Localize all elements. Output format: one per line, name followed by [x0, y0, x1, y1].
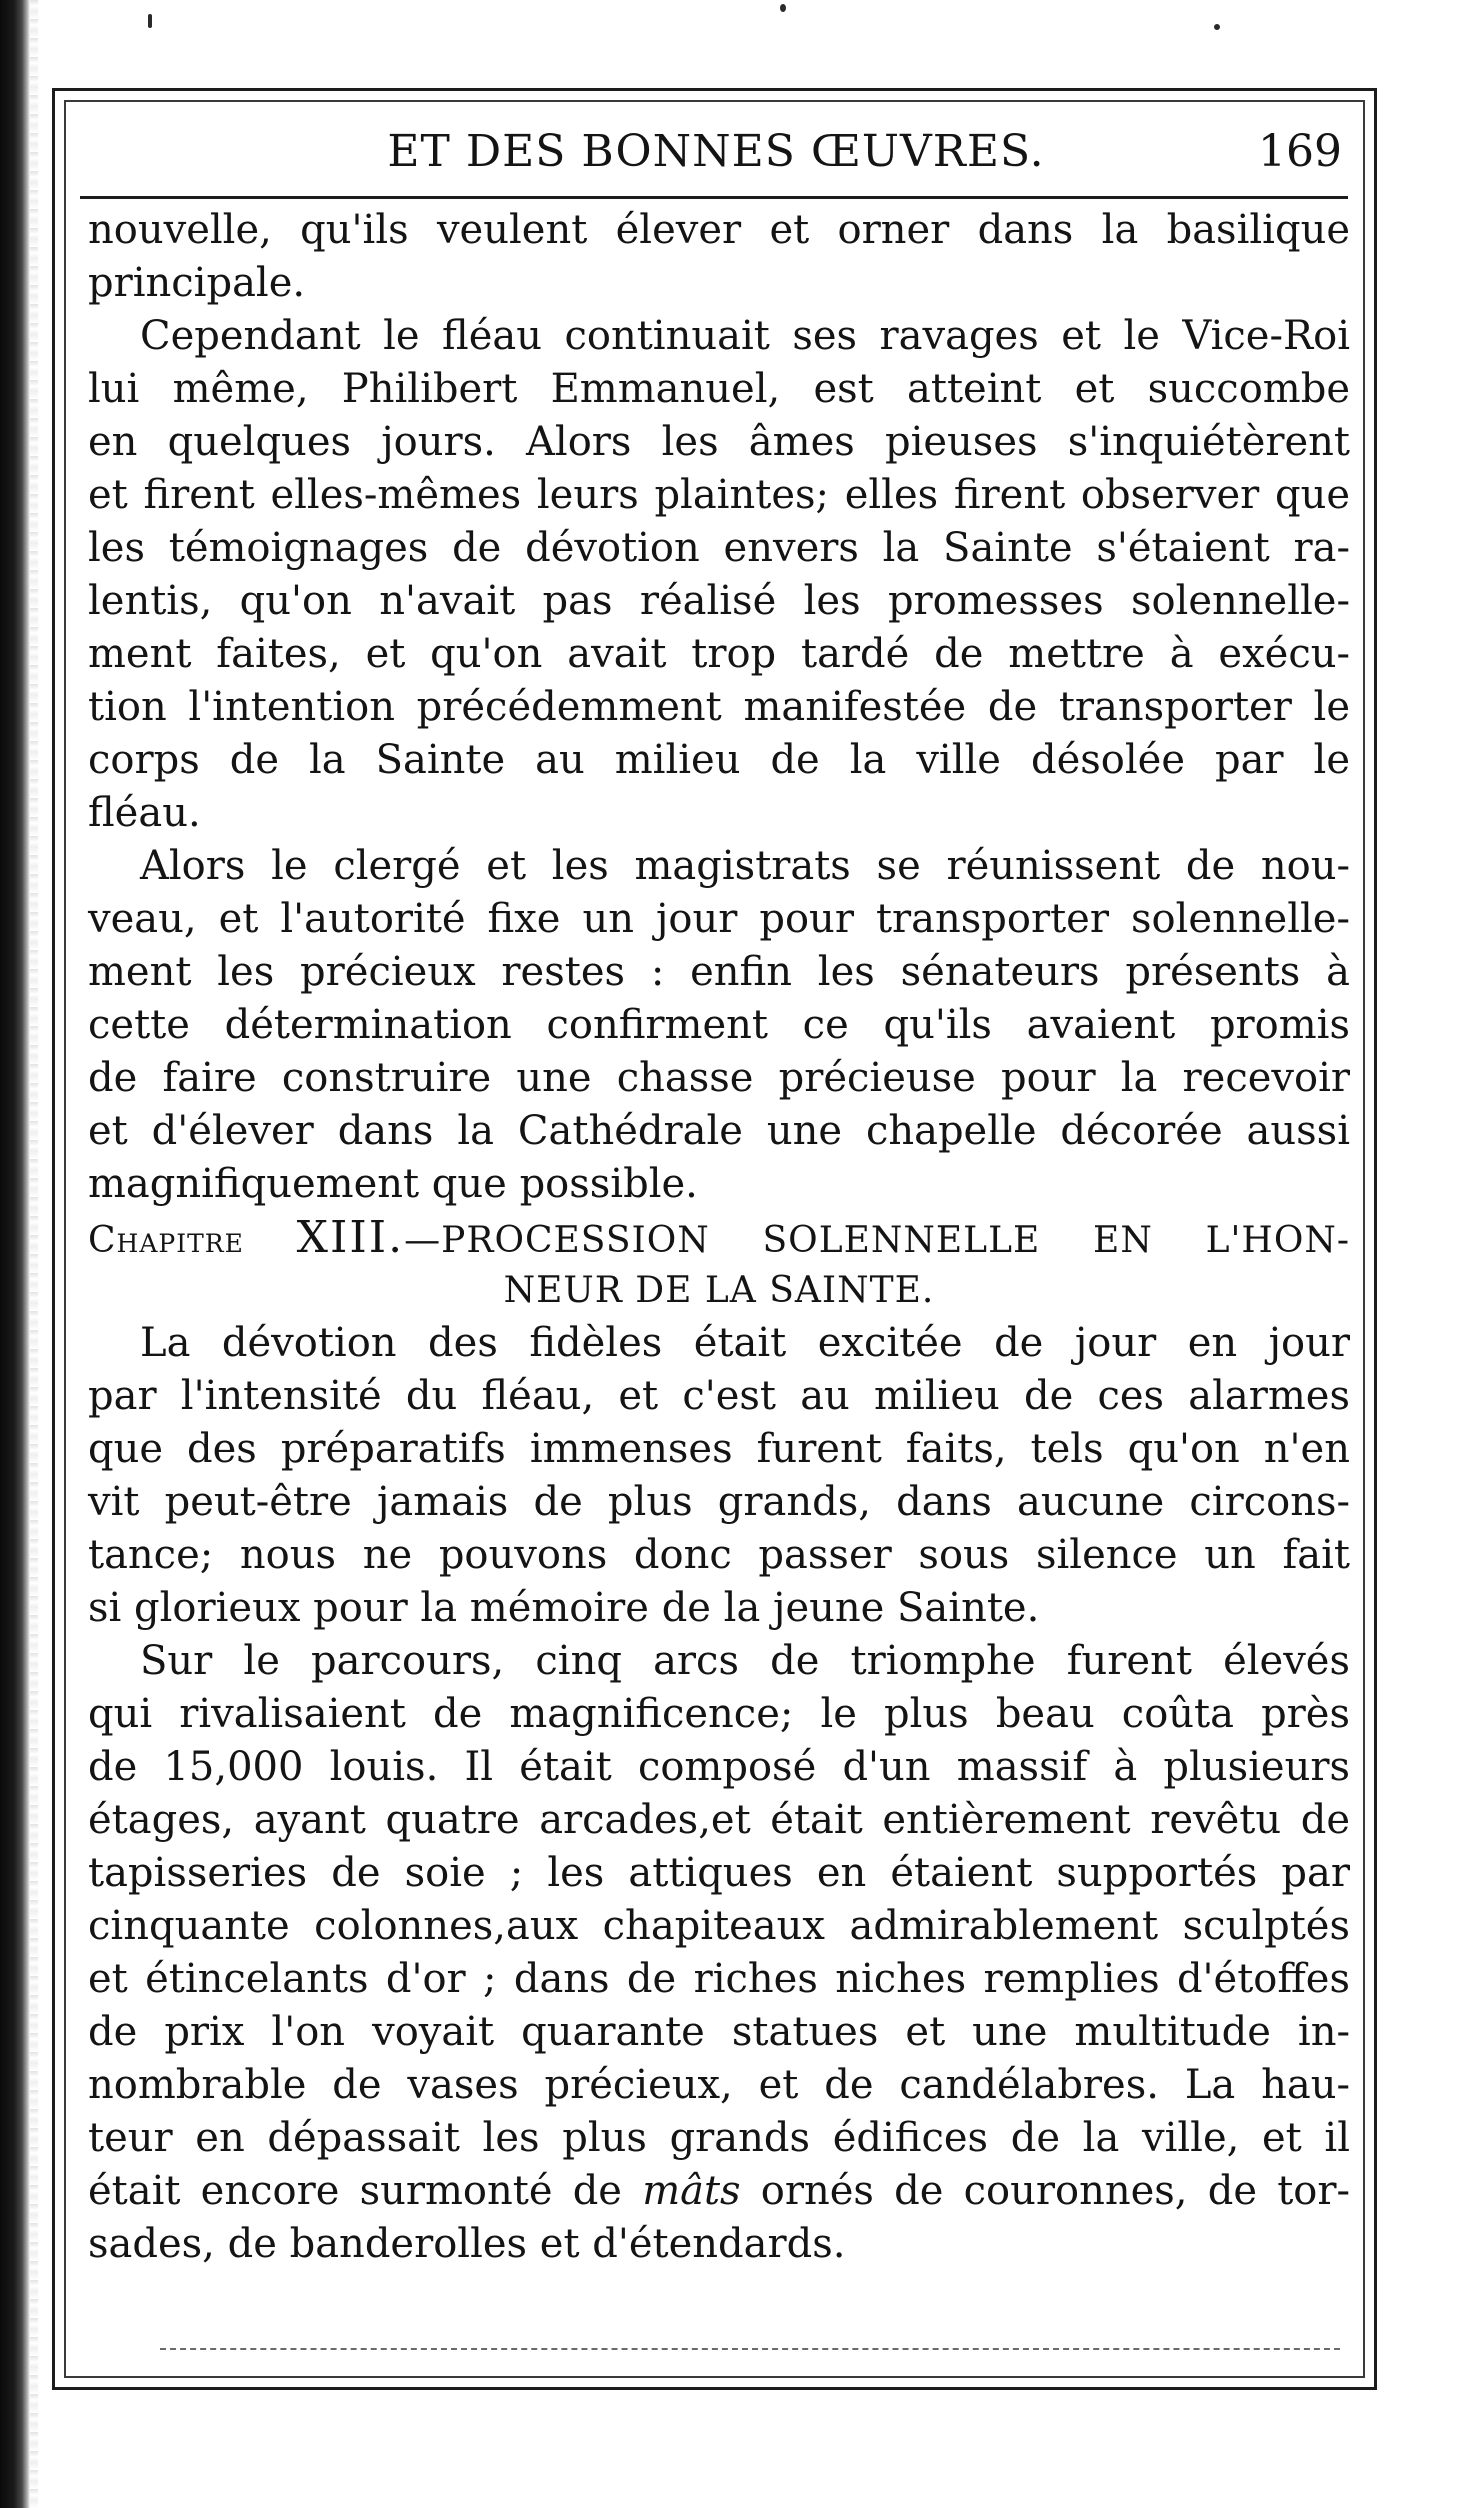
text-line: nombrable de vases précieux, et de candélabres. La hau-	[88, 2062, 1350, 2108]
ink-speck	[148, 14, 152, 28]
text-line: et d'élever dans la Cathédrale une chapelle décorée aussi	[88, 1108, 1350, 1154]
text-line: si glorieux pour la mémoire de la jeune Sainte.	[88, 1585, 1040, 1631]
text-line: veau, et l'autorité fixe un jour pour transporter solennelle-	[88, 896, 1350, 942]
text-line: Sur le parcours, cinq arcs de triomphe furent élevés	[140, 1638, 1350, 1684]
text-line: ment les précieux restes : enfin les sénateurs présents à	[88, 949, 1350, 995]
text-line: et firent elles-mêmes leurs plaintes; elles firent observer que	[88, 472, 1350, 518]
text-line: par l'intensité du fléau, et c'est au milieu de ces alarmes	[88, 1373, 1350, 1419]
page-header	[90, 118, 1342, 182]
text-line: teur en dépassait les plus grands édifices de la ville, et il	[88, 2115, 1350, 2161]
text-line: qui rivalisaient de magnificence; le plus beau coûta près	[88, 1691, 1350, 1737]
text-line: étages, ayant quatre arcades,et était entièrement revêtu de	[88, 1797, 1350, 1843]
text-line: que des préparatifs immenses furent faits, tels qu'on n'en	[88, 1426, 1350, 1472]
text-line: tapisseries de soie ; les attiques en étaient supportés par	[88, 1850, 1350, 1896]
text-line: tance; nous ne pouvons donc passer sous silence un fait	[88, 1532, 1350, 1578]
chapter-title-line2: NEUR DE LA SAINTE.	[503, 1270, 935, 1311]
text-line: tion l'intention précédemment manifestée de transporter le	[88, 684, 1350, 730]
text-line: magnifiquement que possible.	[88, 1161, 698, 1207]
text-line: fléau.	[88, 790, 201, 836]
text-line: La dévotion des fidèles était excitée de jour en jour	[140, 1320, 1350, 1366]
italic-word: mâts	[642, 2168, 741, 2214]
ink-speck	[1214, 24, 1220, 30]
running-head: ET DES BONNES ŒUVRES.	[387, 126, 1045, 177]
text-segment: était encore surmonté de	[88, 2168, 622, 2214]
text-line: et étincelants d'or ; dans de riches niches remplies d'étoffes	[88, 1956, 1350, 2002]
binding-shadow	[0, 0, 30, 2508]
bottom-rule	[160, 2348, 1340, 2350]
binding-streak	[30, 0, 38, 2508]
text-line: sades, de banderolles et d'étendards.	[88, 2221, 846, 2267]
text-line: ment faites, et qu'on avait trop tardé de mettre à exécu-	[88, 631, 1350, 677]
text-line: cinquante colonnes,aux chapiteaux admirablement sculptés	[88, 1903, 1350, 1949]
text-line: principale.	[88, 260, 306, 306]
text-line: cette détermination confirment ce qu'ils avaient promis	[88, 1002, 1350, 1048]
text-line: lentis, qu'on n'avait pas réalisé les promesses solennelle-	[88, 578, 1350, 624]
header-rule	[80, 196, 1348, 199]
page-number: 169	[1258, 126, 1342, 177]
text-line: en quelques jours. Alors les âmes pieuses s'inquiétèrent	[88, 419, 1350, 465]
text-line: vit peut-être jamais de plus grands, dans aucune circons-	[88, 1479, 1350, 1525]
ink-speck	[780, 4, 786, 12]
text-line: lui même, Philibert Emmanuel, est atteint et succombe	[88, 366, 1350, 412]
chapter-label: Chapitre	[88, 1220, 244, 1261]
chapter-number: XIII.	[296, 1212, 405, 1263]
text-line: Alors le clergé et les magistrats se réunissent de nou-	[140, 843, 1350, 889]
text-line: les témoignages de dévotion envers la Sainte s'étaient ra-	[88, 525, 1350, 571]
body-text	[88, 204, 1350, 2271]
chapter-heading	[88, 1211, 1350, 1264]
chapter-title-line1: —PROCESSION SOLENNELLE EN L'HON-	[404, 1220, 1350, 1261]
text-line: de faire construire une chasse précieuse pour la recevoir	[88, 1055, 1350, 1101]
text-segment: ornés de couronnes, de tor-	[760, 2168, 1350, 2214]
text-line	[88, 2165, 1350, 2218]
text-line: corps de la Sainte au milieu de la ville désolée par le	[88, 737, 1350, 783]
text-line: de prix l'on voyait quarante statues et une multitude in-	[88, 2009, 1350, 2055]
text-line: nouvelle, qu'ils veulent élever et orner dans la basilique	[88, 207, 1350, 253]
text-line: Cependant le fléau continuait ses ravages et le Vice-Roi	[140, 313, 1350, 359]
text-line: de 15,000 louis. Il était composé d'un massif à plusieurs	[88, 1744, 1350, 1790]
